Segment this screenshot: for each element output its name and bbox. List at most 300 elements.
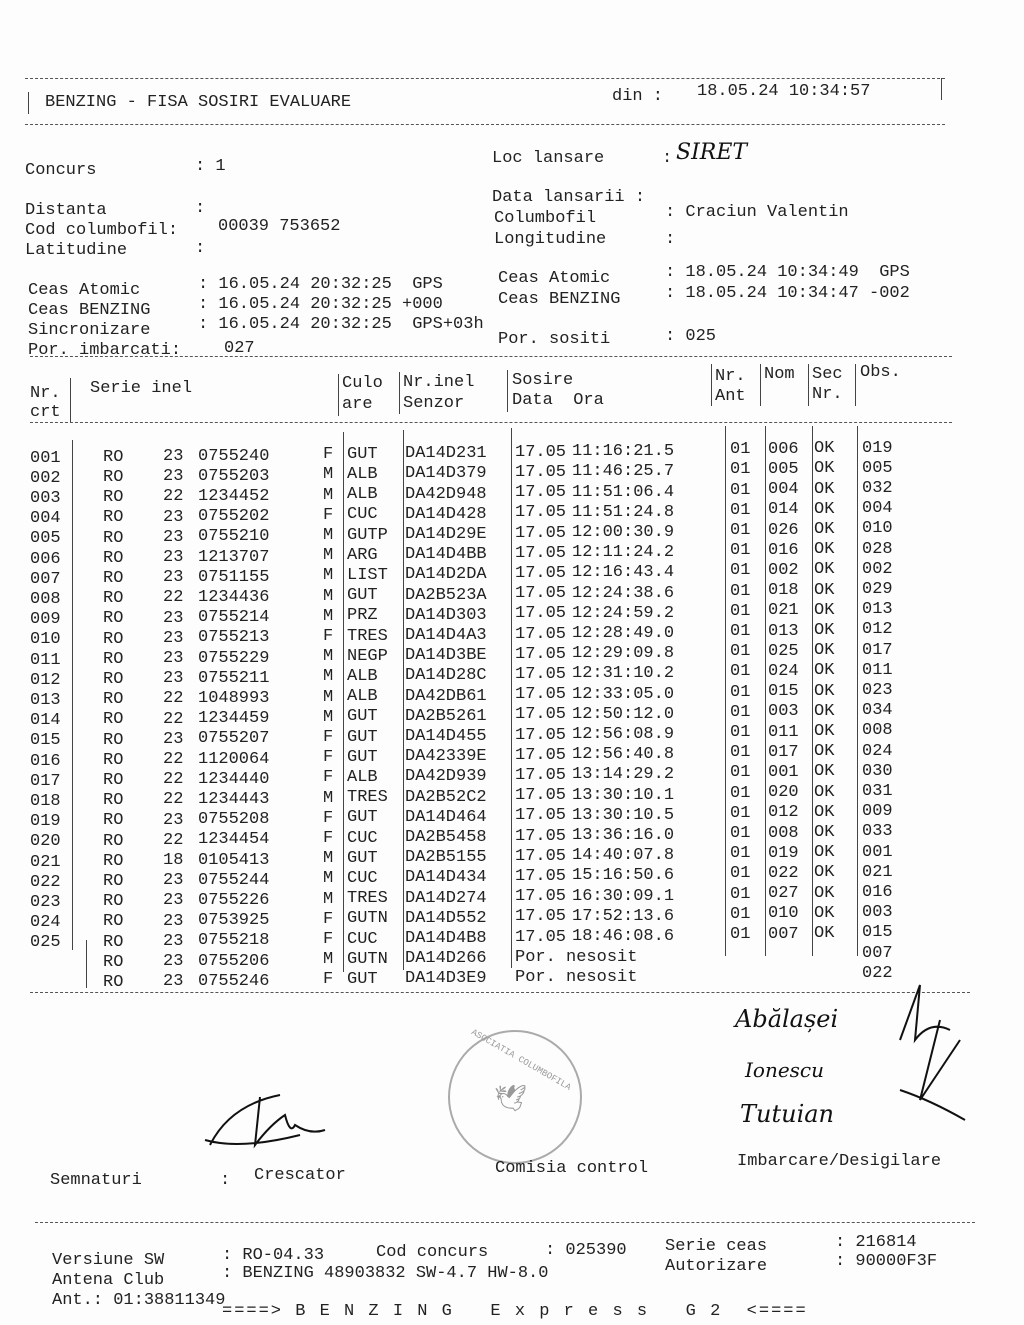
cell-year: 23 <box>163 669 184 689</box>
cell-color: ALB <box>347 485 378 505</box>
cell-obs: 017 <box>862 640 893 660</box>
cell-sensor: DA14D434 <box>405 868 487 888</box>
longitudine-value: : <box>665 230 676 249</box>
cell-nom: 014 <box>768 500 799 520</box>
cell-sec-nr: OK <box>814 722 835 742</box>
cell-ring: 0755211 <box>198 668 270 688</box>
cell-year: 23 <box>163 568 184 588</box>
cell-date: 17.05 <box>515 604 567 624</box>
cell-sensor: DA14D2DA <box>405 565 487 585</box>
cell-nom: 004 <box>768 480 799 500</box>
cell-sec-nr: OK <box>814 843 835 863</box>
header-culoare-2: are <box>342 395 373 414</box>
divider <box>30 422 952 423</box>
cell-nr-crt: 017 <box>30 771 61 791</box>
cell-nom: 010 <box>768 904 799 924</box>
cell-nr-ant: 01 <box>730 480 751 500</box>
cell-time: 11:51:24.8 <box>572 502 675 522</box>
cell-obs: 005 <box>862 458 893 478</box>
cell-time: 12:24:38.6 <box>572 583 675 603</box>
cell-color: CUC <box>347 869 378 889</box>
cell-country: RO <box>103 791 124 811</box>
cell-sec-nr: OK <box>814 863 835 883</box>
cod-concurs-value: : 025390 <box>545 1241 627 1260</box>
cell-obs: 003 <box>862 903 893 923</box>
cell-nr-ant: 01 <box>730 783 751 803</box>
cell-sex: M <box>323 566 334 586</box>
cell-year: 22 <box>163 487 184 507</box>
cell-sex: F <box>323 505 334 525</box>
divider <box>28 92 29 114</box>
cell-nom: 025 <box>768 641 799 661</box>
header-obs: Obs. <box>860 363 901 382</box>
columbofil-value: : Craciun Valentin <box>665 203 849 222</box>
ceas-benzing-value: : 16.05.24 20:32:25 +000 <box>198 295 443 314</box>
cell-sex: M <box>323 667 334 687</box>
cell-country: RO <box>103 851 124 871</box>
cell-ring: 0755226 <box>198 891 270 911</box>
cell-time: 11:51:06.4 <box>572 482 675 502</box>
cell-ring: 0755210 <box>198 527 270 547</box>
cell-year: 23 <box>163 911 184 931</box>
cell-nr-crt: 023 <box>30 893 61 913</box>
cell-color: ALB <box>347 465 378 485</box>
cell-nr-crt: 007 <box>30 569 61 589</box>
cell-nr-crt: 006 <box>30 549 61 569</box>
cell-sec-nr: OK <box>814 499 835 519</box>
cell-country: RO <box>103 488 124 508</box>
cell-sensor: DA14D274 <box>405 888 487 908</box>
cell-year: 23 <box>163 527 184 547</box>
imbarcati-value: 027 <box>224 339 255 358</box>
cell-sex: M <box>323 788 334 808</box>
cod-columbofil-label: Cod columbofil: <box>25 221 179 240</box>
cell-nr-ant: 01 <box>730 803 751 823</box>
cell-year: 23 <box>163 729 184 749</box>
cell-time: 13:30:10.5 <box>572 805 675 825</box>
ceas-benzing-right-value: : 18.05.24 10:34:47 -002 <box>665 284 910 303</box>
cell-nr-ant: 01 <box>730 743 751 763</box>
cell-date: 17.05 <box>515 503 567 523</box>
cell-country: RO <box>103 811 124 831</box>
cell-nom: 026 <box>768 520 799 540</box>
cell-ring: 0755206 <box>198 951 270 971</box>
cell-sensor: DA14D4A3 <box>405 625 487 645</box>
cell-sensor: DA14D266 <box>405 949 487 969</box>
cell-country: RO <box>103 508 124 528</box>
cell-date: 17.05 <box>515 665 567 685</box>
cell-nr-crt: 013 <box>30 691 61 711</box>
divider <box>941 78 942 100</box>
header-nr-ant: Nr. <box>715 367 746 386</box>
page-title: BENZING - FISA SOSIRI EVALUARE <box>45 93 352 112</box>
signature-2: Ionescu <box>745 1058 825 1082</box>
cell-sec-nr: OK <box>814 802 835 822</box>
print-date: 18.05.24 10:34:57 <box>697 82 871 101</box>
cell-time: 12:56:40.8 <box>572 745 675 765</box>
cell-nr-crt: 012 <box>30 670 61 690</box>
cell-ring: 0755218 <box>198 931 270 951</box>
comisia-label: Comisia control <box>495 1159 649 1178</box>
cell-time: 11:46:25.7 <box>572 462 675 482</box>
signature-1: Abălașei <box>735 1005 839 1033</box>
cell-nr-ant: 01 <box>730 723 751 743</box>
cell-sec-nr: OK <box>814 782 835 802</box>
cell-sec-nr: OK <box>814 762 835 782</box>
cell-color: ALB <box>347 667 378 687</box>
cell-ring: 1120064 <box>198 749 270 769</box>
cell-nom: 013 <box>768 621 799 641</box>
cell-time: 12:00:30.9 <box>572 522 675 542</box>
cell-nr-ant: 01 <box>730 581 751 601</box>
cell-sensor: DA14D3BE <box>405 646 487 666</box>
cell-year: 23 <box>163 952 184 972</box>
cell-color: GUT <box>347 444 378 464</box>
cell-sensor: DA2B5261 <box>405 706 487 726</box>
cell-obs: 008 <box>862 721 893 741</box>
cell-time: 12:33:05.0 <box>572 684 675 704</box>
cell-sec-nr: OK <box>814 560 835 580</box>
cell-country: RO <box>103 952 124 972</box>
cell-sensor: DA14D428 <box>405 504 487 524</box>
cell-country: RO <box>103 831 124 851</box>
header-sosire: Sosire <box>512 371 574 390</box>
cell-ring: 0755203 <box>198 466 270 486</box>
cell-nr-ant: 01 <box>730 601 751 621</box>
cell-nr-ant: 01 <box>730 460 751 480</box>
cell-nom: 019 <box>768 843 799 863</box>
cell-year: 18 <box>163 851 184 871</box>
cell-date: 17.05 <box>515 907 567 927</box>
cell-nr-crt: 010 <box>30 630 61 650</box>
cell-year: 22 <box>163 770 184 790</box>
cell-sensor: DA14D4BB <box>405 545 487 565</box>
cell-country: RO <box>103 932 124 952</box>
cell-nr-ant: 01 <box>730 682 751 702</box>
cell-year: 23 <box>163 628 184 648</box>
cell-obs: 004 <box>862 499 893 519</box>
cell-year: 23 <box>163 972 184 992</box>
cell-nom: 002 <box>768 560 799 580</box>
cell-nom: 017 <box>768 742 799 762</box>
cell-color: GUTP <box>347 525 388 545</box>
cell-time: 14:40:07.8 <box>572 846 675 866</box>
cell-nr-crt: 002 <box>30 468 61 488</box>
cell-sex: F <box>323 748 334 768</box>
cell-nr-ant: 01 <box>730 521 751 541</box>
cell-nr-ant: 01 <box>730 844 751 864</box>
header-data-ora: Data Ora <box>512 391 604 410</box>
sositi-value: : 025 <box>665 327 717 346</box>
cell-color: ARG <box>347 545 378 565</box>
header-nr: Nr. <box>30 384 61 403</box>
cell-sec-nr: OK <box>814 883 835 903</box>
cell-year: 23 <box>163 608 184 628</box>
header-nr-inel: Nr.inel <box>403 373 475 392</box>
serie-ceas-value: : 216814 <box>835 1233 917 1252</box>
ceas-benzing-label: Ceas BENZING <box>28 301 151 320</box>
cell-date: 17.05 <box>515 745 567 765</box>
cell-ring: 0755202 <box>198 507 270 527</box>
cell-ring: 0105413 <box>198 850 270 870</box>
cell-sensor: DA14D28C <box>405 666 487 686</box>
cell-obs: 007 <box>862 943 893 963</box>
cell-country: RO <box>103 892 124 912</box>
cell-nr-ant: 01 <box>730 864 751 884</box>
cell-date: 17.05 <box>515 644 567 664</box>
sositi-label: Por. sositi <box>498 330 611 349</box>
cell-sex: F <box>323 445 334 465</box>
cell-sensor: DA42339E <box>405 747 487 767</box>
versiune-label: Versiune SW <box>52 1251 165 1270</box>
cell-color: GUTN <box>347 949 388 969</box>
cell-date: 17.05 <box>515 463 567 483</box>
cell-ring: 1234459 <box>198 709 270 729</box>
cell-nom: 012 <box>768 803 799 823</box>
cell-obs: 002 <box>862 559 893 579</box>
cell-color: GUT <box>347 808 378 828</box>
serie-ceas-label: Serie ceas <box>665 1237 768 1256</box>
cell-sex: F <box>323 626 334 646</box>
antena-value: : BENZING 48903832 SW-4.7 HW-8.0 <box>222 1264 549 1283</box>
cell-nr-crt: 025 <box>30 933 61 953</box>
antena-label: Antena Club <box>52 1271 165 1290</box>
cell-obs: 013 <box>862 600 893 620</box>
cell-year: 23 <box>163 649 184 669</box>
scribble-signature <box>880 980 970 1140</box>
cell-nom: 007 <box>768 924 799 944</box>
cell-country: RO <box>103 649 124 669</box>
cell-obs: 010 <box>862 519 893 539</box>
cell-sec-nr: OK <box>814 621 835 641</box>
cell-sex: M <box>323 869 334 889</box>
cell-year: 22 <box>163 750 184 770</box>
cell-color: LIST <box>347 566 388 586</box>
divider <box>30 356 952 357</box>
cell-obs: 033 <box>862 822 893 842</box>
cell-time: 13:30:10.1 <box>572 785 675 805</box>
cell-ring: 0755246 <box>198 971 270 991</box>
cell-date: 17.05 <box>515 806 567 826</box>
cell-year: 23 <box>163 931 184 951</box>
cell-ring: 0755207 <box>198 729 270 749</box>
cell-color: CUC <box>347 929 378 949</box>
cell-date: 17.05 <box>515 766 567 786</box>
header-ant: Ant <box>715 387 746 406</box>
cell-nr-ant: 01 <box>730 702 751 722</box>
cell-date: 17.05 <box>515 846 567 866</box>
cell-year: 22 <box>163 588 184 608</box>
header-crt: crt <box>30 403 61 422</box>
cell-time: 12:28:49.0 <box>572 623 675 643</box>
latitudine-label: Latitudine <box>25 241 128 260</box>
cell-nom: 027 <box>768 884 799 904</box>
cell-year: 23 <box>163 871 184 891</box>
cell-time: 12:31:10.2 <box>572 664 675 684</box>
header-sec-nr: Nr. <box>812 385 843 404</box>
cell-sensor: DA2B52C2 <box>405 787 487 807</box>
cell-sex: M <box>323 586 334 606</box>
cell-year: 23 <box>163 447 184 467</box>
distanta-value: : <box>195 199 206 218</box>
cell-nom: 018 <box>768 581 799 601</box>
header-sec: Sec <box>812 365 843 384</box>
cell-ring: 0753925 <box>198 911 270 931</box>
cell-time: 11:16:21.5 <box>572 442 675 462</box>
cell-sex: M <box>323 546 334 566</box>
cell-nr-crt: 005 <box>30 529 61 549</box>
cell-nr-crt: 015 <box>30 731 61 751</box>
cell-obs: 009 <box>862 802 893 822</box>
cell-nom: 008 <box>768 823 799 843</box>
cell-nr-ant: 01 <box>730 763 751 783</box>
cell-obs: 016 <box>862 883 893 903</box>
ceas-atomic-label: Ceas Atomic <box>28 281 141 300</box>
cell-sex: M <box>323 647 334 667</box>
cell-nr-ant: 01 <box>730 662 751 682</box>
cell-nom: 016 <box>768 540 799 560</box>
cell-obs: 015 <box>862 923 893 943</box>
imbarcati-label: Por. imbarcati: <box>28 341 182 360</box>
cell-ring: 1234452 <box>198 487 270 507</box>
cell-nom: 011 <box>768 722 799 742</box>
cell-obs: 030 <box>862 761 893 781</box>
cell-country: RO <box>103 690 124 710</box>
cell-sec-nr: OK <box>814 459 835 479</box>
cell-sex: M <box>323 849 334 869</box>
benzing-banner: ====> B E N Z I N G E x p r e s s G 2 <==== <box>222 1302 808 1321</box>
cell-year: 22 <box>163 709 184 729</box>
concurs-label: Concurs <box>25 161 97 180</box>
cell-country: RO <box>103 629 124 649</box>
autorizare-value: : 90000F3F <box>835 1252 938 1271</box>
cell-date: 17.05 <box>515 584 567 604</box>
cell-country: RO <box>103 669 124 689</box>
cell-color: TRES <box>347 889 388 909</box>
header-nom: Nom <box>764 365 795 384</box>
cell-nom: 006 <box>768 439 799 459</box>
cell-nr-crt: 014 <box>30 711 61 731</box>
cell-obs: 023 <box>862 681 893 701</box>
cell-sex: F <box>323 727 334 747</box>
cell-sec-nr: OK <box>814 479 835 499</box>
cell-date: 17.05 <box>515 725 567 745</box>
cell-sensor: DA14D552 <box>405 908 487 928</box>
imbarcare-label: Imbarcare/Desigilare <box>737 1152 942 1171</box>
cell-nom: 001 <box>768 762 799 782</box>
cell-sex: F <box>323 828 334 848</box>
cell-nr-ant: 01 <box>730 824 751 844</box>
cell-sec-nr: OK <box>814 701 835 721</box>
cell-nr-crt: 021 <box>30 852 61 872</box>
cell-nom: 022 <box>768 863 799 883</box>
cell-date: Por. nesosit <box>515 947 638 967</box>
cell-nr-crt: 001 <box>30 448 61 468</box>
concurs-value: : 1 <box>195 157 226 176</box>
cell-ring: 1234440 <box>198 769 270 789</box>
cell-time: 12:11:24.2 <box>572 543 675 563</box>
cell-date: 17.05 <box>515 927 567 947</box>
cell-country: RO <box>103 710 124 730</box>
crescator-signature <box>200 1085 330 1165</box>
ceas-atomic-right-label: Ceas Atomic <box>498 269 611 288</box>
cell-date: 17.05 <box>515 483 567 503</box>
cell-sex: M <box>323 485 334 505</box>
cell-obs: 019 <box>862 438 893 458</box>
cell-ring: 1234454 <box>198 830 270 850</box>
header-culoare: Culo <box>342 374 383 393</box>
cell-color: CUC <box>347 828 378 848</box>
header-senzor: Senzor <box>403 394 465 413</box>
cell-date: 17.05 <box>515 543 567 563</box>
cell-sec-nr: OK <box>814 661 835 681</box>
cell-nr-crt: 019 <box>30 812 61 832</box>
cell-sec-nr: OK <box>814 580 835 600</box>
cell-time: 17:52:13.6 <box>572 906 675 926</box>
cell-color: TRES <box>347 626 388 646</box>
cell-sensor: DA14D464 <box>405 807 487 827</box>
cell-sec-nr: OK <box>814 540 835 560</box>
cell-nr-ant: 01 <box>730 622 751 642</box>
cell-obs: 029 <box>862 580 893 600</box>
cell-date: 17.05 <box>515 887 567 907</box>
ceas-atomic-right-value: : 18.05.24 10:34:49 GPS <box>665 263 910 282</box>
cod-concurs-label: Cod concurs <box>376 1243 489 1262</box>
cell-sex: F <box>323 970 334 990</box>
cell-ring: 0755229 <box>198 648 270 668</box>
cell-nr-crt: 020 <box>30 832 61 852</box>
cell-year: 22 <box>163 790 184 810</box>
evaluation-sheet: BENZING - FISA SOSIRI EVALUARE din : 18.05.24 10:34:57 Concurs : 1 Loc lansare : SIRET Data lansarii : Distanta : Cod columbofil: 00039 753652 Columbofil : Craciun Valentin Latitudine : Longitudine : Ceas Atomic : 16.05.24 20:32:25 GPS Ceas BENZING : 16.05.24 20:32:25 +000 Sincronizare : 16.05.24 20:32:25 GPS+03h Por. imbarcati: 027 Ceas Atomic : 18.05.24 10:34:49 GPS Ceas BENZING : 18.05.24 10:34:47 -002 Por. sositi : 025 Nr. crt Serie inel Culo are Nr.inel Senzor Sosire Data Ora Nr. Ant Nom Sec Nr. Obs. 001 RO 23 0755240 F GUT DA14D231 17.05 11:16:21.5 01 006 OK 019 002 RO 23 0755203 M ALB DA14D379 17.05 11:46:25.7 01 005 OK 005 003 RO 22 1234452 M ALB DA42D948 17.05 11:51:06.4 01 004 OK 032 004 RO 23 0755202 F CUC DA14D428 17.05 11:51:24.8 01 014 OK 004 005 RO 23 0755210 M GUTP DA14D29E 17.05 12:00:30.9 01 026 OK 010 006 RO 23 1213707 M ARG DA14D4BB 17.05 12:11:24.2 01 016 OK 028 007 RO 23 0751155 M LIST DA14D2DA 17.05 12:16:43.4 01 002 OK 002 008 RO 22 1234436 M GUT DA2B523A 17.05 12:24:38.6 01 018 OK 029 009 RO 23 0755214 M PRZ DA14D303 17.05 12:24:59.2 01 021 OK 013 010 RO 23 0755213 F TRES DA14D4A3 17.05 12:28:49.0 01 013 OK 012 011 RO 23 0755229 M NEGP DA14D3BE 17.05 12:29:09.8 01 025 OK 017 012 RO 23 0755211 M ALB DA14D28C 17.05 12:31:10.2 01 024 OK 011 013 RO 22 1048993 M ALB DA42DB61 17.05 12:33:05.0 01 015 OK 023 014 RO 22 1234459 M GUT DA2B5261 17.05 12:50:12.0 01 003 OK 034 015 RO 23 0755207 F GUT DA14D455 17.05 12:56:08.9 01 011 OK 008 016 RO 22 1120064 F GUT DA42339E 17.05 12:56:40.8 01 017 OK 024 017 RO 22 1234440 F ALB DA42D939 17.05 13:14:29.2 01 001 OK 030 018 RO 22 1234443 M TRES DA2B52C2 17.05 13:30:10.1 01 020 OK 031 019 RO 23 0755208 F GUT DA14D464 17.05 13:30:10.5 01 012 OK 009 020 RO 22 1234454 F CUC DA2B5458 17.05 13:36:16.0 01 008 OK 033 021 RO 18 0105413 M GUT DA2B5155 17.05 14:40:07.8 01 019 OK 001 022 RO 23 0755244 M CUC DA14D434 17.05 15:16:50.6 01 022 OK 021 023 RO 23 0755226 M TRES DA14D274 17.05 16:30:09.1 01 027 OK 016 024 RO 23 0753925 F GUTN DA14D552 17.05 17:52:13.6 01 010 OK 003 025 RO 23 0755218 F CUC DA14D4B8 17.05 18:46:08.6 01 007 OK 015 RO 23 0755206 M GUTN DA14D266 Por. nesosit 007 RO 23 0755246 F GUT DA14D3E9 Por. nesosit 022 Abălașei Ionescu Tutuian ASOCIATIA COLUMBOFILA 🕊 Semnaturi : Crescator Comisia control Imbarcare/Desigilare Versiune SW : RO-04.33 Cod concurs : 025390 Serie ceas : 216814 Antena Club : BENZING 48903832 SW-4.7 HW-8.0 Autorizare : 90000F3F Ant.: 01:38811349 ====> B E N Z I N G E x p r e s s G 2 <==== <box>0 0 1024 1325</box>
ceas-atomic-value: : 16.05.24 20:32:25 GPS <box>198 275 443 294</box>
cell-country: RO <box>103 770 124 790</box>
cell-nr-ant: 01 <box>730 561 751 581</box>
cell-date: 17.05 <box>515 523 567 543</box>
cell-sex: F <box>323 808 334 828</box>
cell-time: 18:46:08.6 <box>572 926 675 946</box>
cell-year: 23 <box>163 891 184 911</box>
cell-sex: F <box>323 768 334 788</box>
cell-ring: 0755213 <box>198 628 270 648</box>
cell-color: CUC <box>347 505 378 525</box>
cell-sensor: DA14D231 <box>405 444 487 464</box>
cell-sensor: DA14D379 <box>405 464 487 484</box>
cell-country: RO <box>103 548 124 568</box>
loc-lansare-handwritten: SIRET <box>676 140 748 165</box>
cell-country: RO <box>103 750 124 770</box>
cell-nr-ant: 01 <box>730 925 751 945</box>
cell-color: PRZ <box>347 606 378 626</box>
cell-obs: 028 <box>862 539 893 559</box>
cell-obs: 011 <box>862 660 893 680</box>
sincronizare-label: Sincronizare <box>28 321 151 340</box>
cell-sensor: DA42D939 <box>405 767 487 787</box>
cell-sensor: DA14D3E9 <box>405 969 487 989</box>
cell-date: 17.05 <box>515 826 567 846</box>
cell-time: 12:16:43.4 <box>572 563 675 583</box>
cell-sensor: DA2B523A <box>405 585 487 605</box>
cell-time: 13:36:16.0 <box>572 825 675 845</box>
stamp-text: ASOCIATIA COLUMBOFILA <box>469 1027 573 1093</box>
cell-time: 16:30:09.1 <box>572 886 675 906</box>
cell-country: RO <box>103 609 124 629</box>
header-serie-inel: Serie inel <box>90 379 193 398</box>
cell-sex: M <box>323 465 334 485</box>
longitudine-label: Longitudine <box>494 230 607 249</box>
cell-sec-nr: OK <box>814 641 835 661</box>
cell-sec-nr: OK <box>814 924 835 944</box>
cell-sex: M <box>323 606 334 626</box>
